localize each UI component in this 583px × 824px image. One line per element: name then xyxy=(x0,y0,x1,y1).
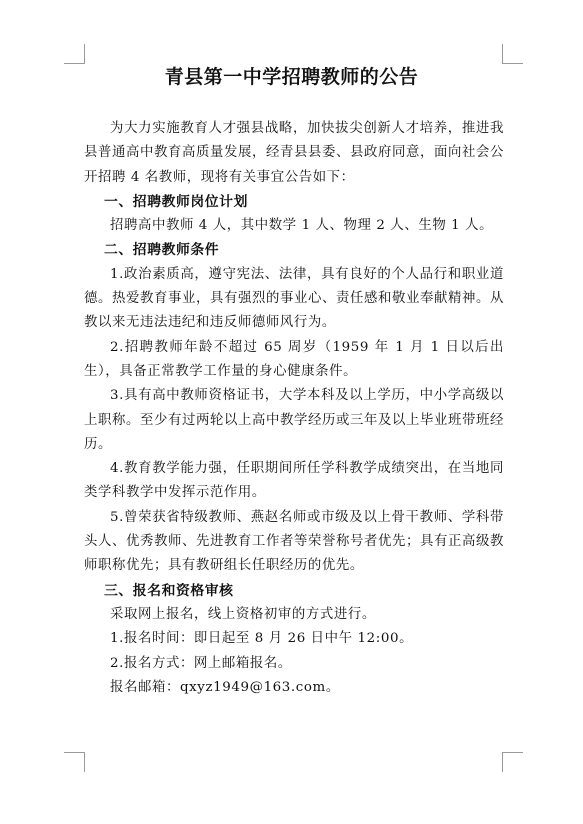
section-heading-1: 一、招聘教师岗位计划 xyxy=(104,193,248,210)
crop-mark-top-right-vertical xyxy=(502,44,503,64)
section-heading-2: 二、招聘教师条件 xyxy=(104,242,220,259)
crop-mark-bottom-right-horizontal xyxy=(502,752,523,753)
section-2-paragraph-4: 4.教育教学能力强，任职期间所任学科教学成绩突出，在当地同类学科教学中发挥示范作用。 xyxy=(84,461,504,501)
crop-mark-top-left-vertical xyxy=(84,44,85,64)
section-3-paragraph-1: 采取网上报名，线上资格初审的方式进行。 xyxy=(110,606,376,622)
section-3-paragraph-3: 2.报名方式：网上邮箱报名。 xyxy=(110,655,292,671)
crop-mark-bottom-right-vertical xyxy=(502,752,503,772)
crop-mark-bottom-left-horizontal xyxy=(64,752,85,753)
section-2-paragraph-2: 2.招聘教师年龄不超过 65 周岁（1959 年 1 月 1 日以后出生），具备正常教学工作量的身心健康条件。 xyxy=(84,339,504,379)
section-1-paragraph-1: 招聘高中教师 4 人，其中数学 1 人、物理 2 人、生物 1 人。 xyxy=(110,218,494,234)
section-3-email-line: 报名邮箱：qxyz1949@163.com。 xyxy=(110,679,340,695)
intro-paragraph: 为大力实施教育人才强县战略，加快拔尖创新人才培养，推进我县普通高中教育高质量发展，经青县县委、县政府同意，面向社会公开招聘 4 名教师，现将有关事宜公告如下： xyxy=(84,121,504,185)
section-2-paragraph-5: 5.曾荣获省特级教师、燕赵名师或市级及以上骨干教师、学科带头人、优秀教师、先进教育工作者等荣誉称号者优先；具有正高级教师职称优先；具有教研组长任职经历的优先。 xyxy=(84,509,504,574)
crop-mark-bottom-left-vertical xyxy=(84,752,85,772)
section-2-paragraph-3: 3.具有高中教师资格证书，大学本科及以上学历，中小学高级以上职称。至少有过两轮以上高中教学经历或三年及以上毕业班带班经历。 xyxy=(84,388,504,452)
section-2-paragraph-1: 1.政治素质高，遵守宪法、法律，具有良好的个人品行和职业道德。热爱教育事业，具有强烈的事业心、责任感和敬业奉献精神。从教以来无违法违纪和违反师德师风行为。 xyxy=(84,266,504,331)
document-title: 青县第一中学招聘教师的公告 xyxy=(164,66,419,88)
section-3-paragraph-2: 1.报名时间：即日起至 8 月 26 日中午 12:00。 xyxy=(110,631,414,647)
document-body xyxy=(84,117,504,700)
section-heading-3: 三、报名和资格审核 xyxy=(104,582,234,599)
